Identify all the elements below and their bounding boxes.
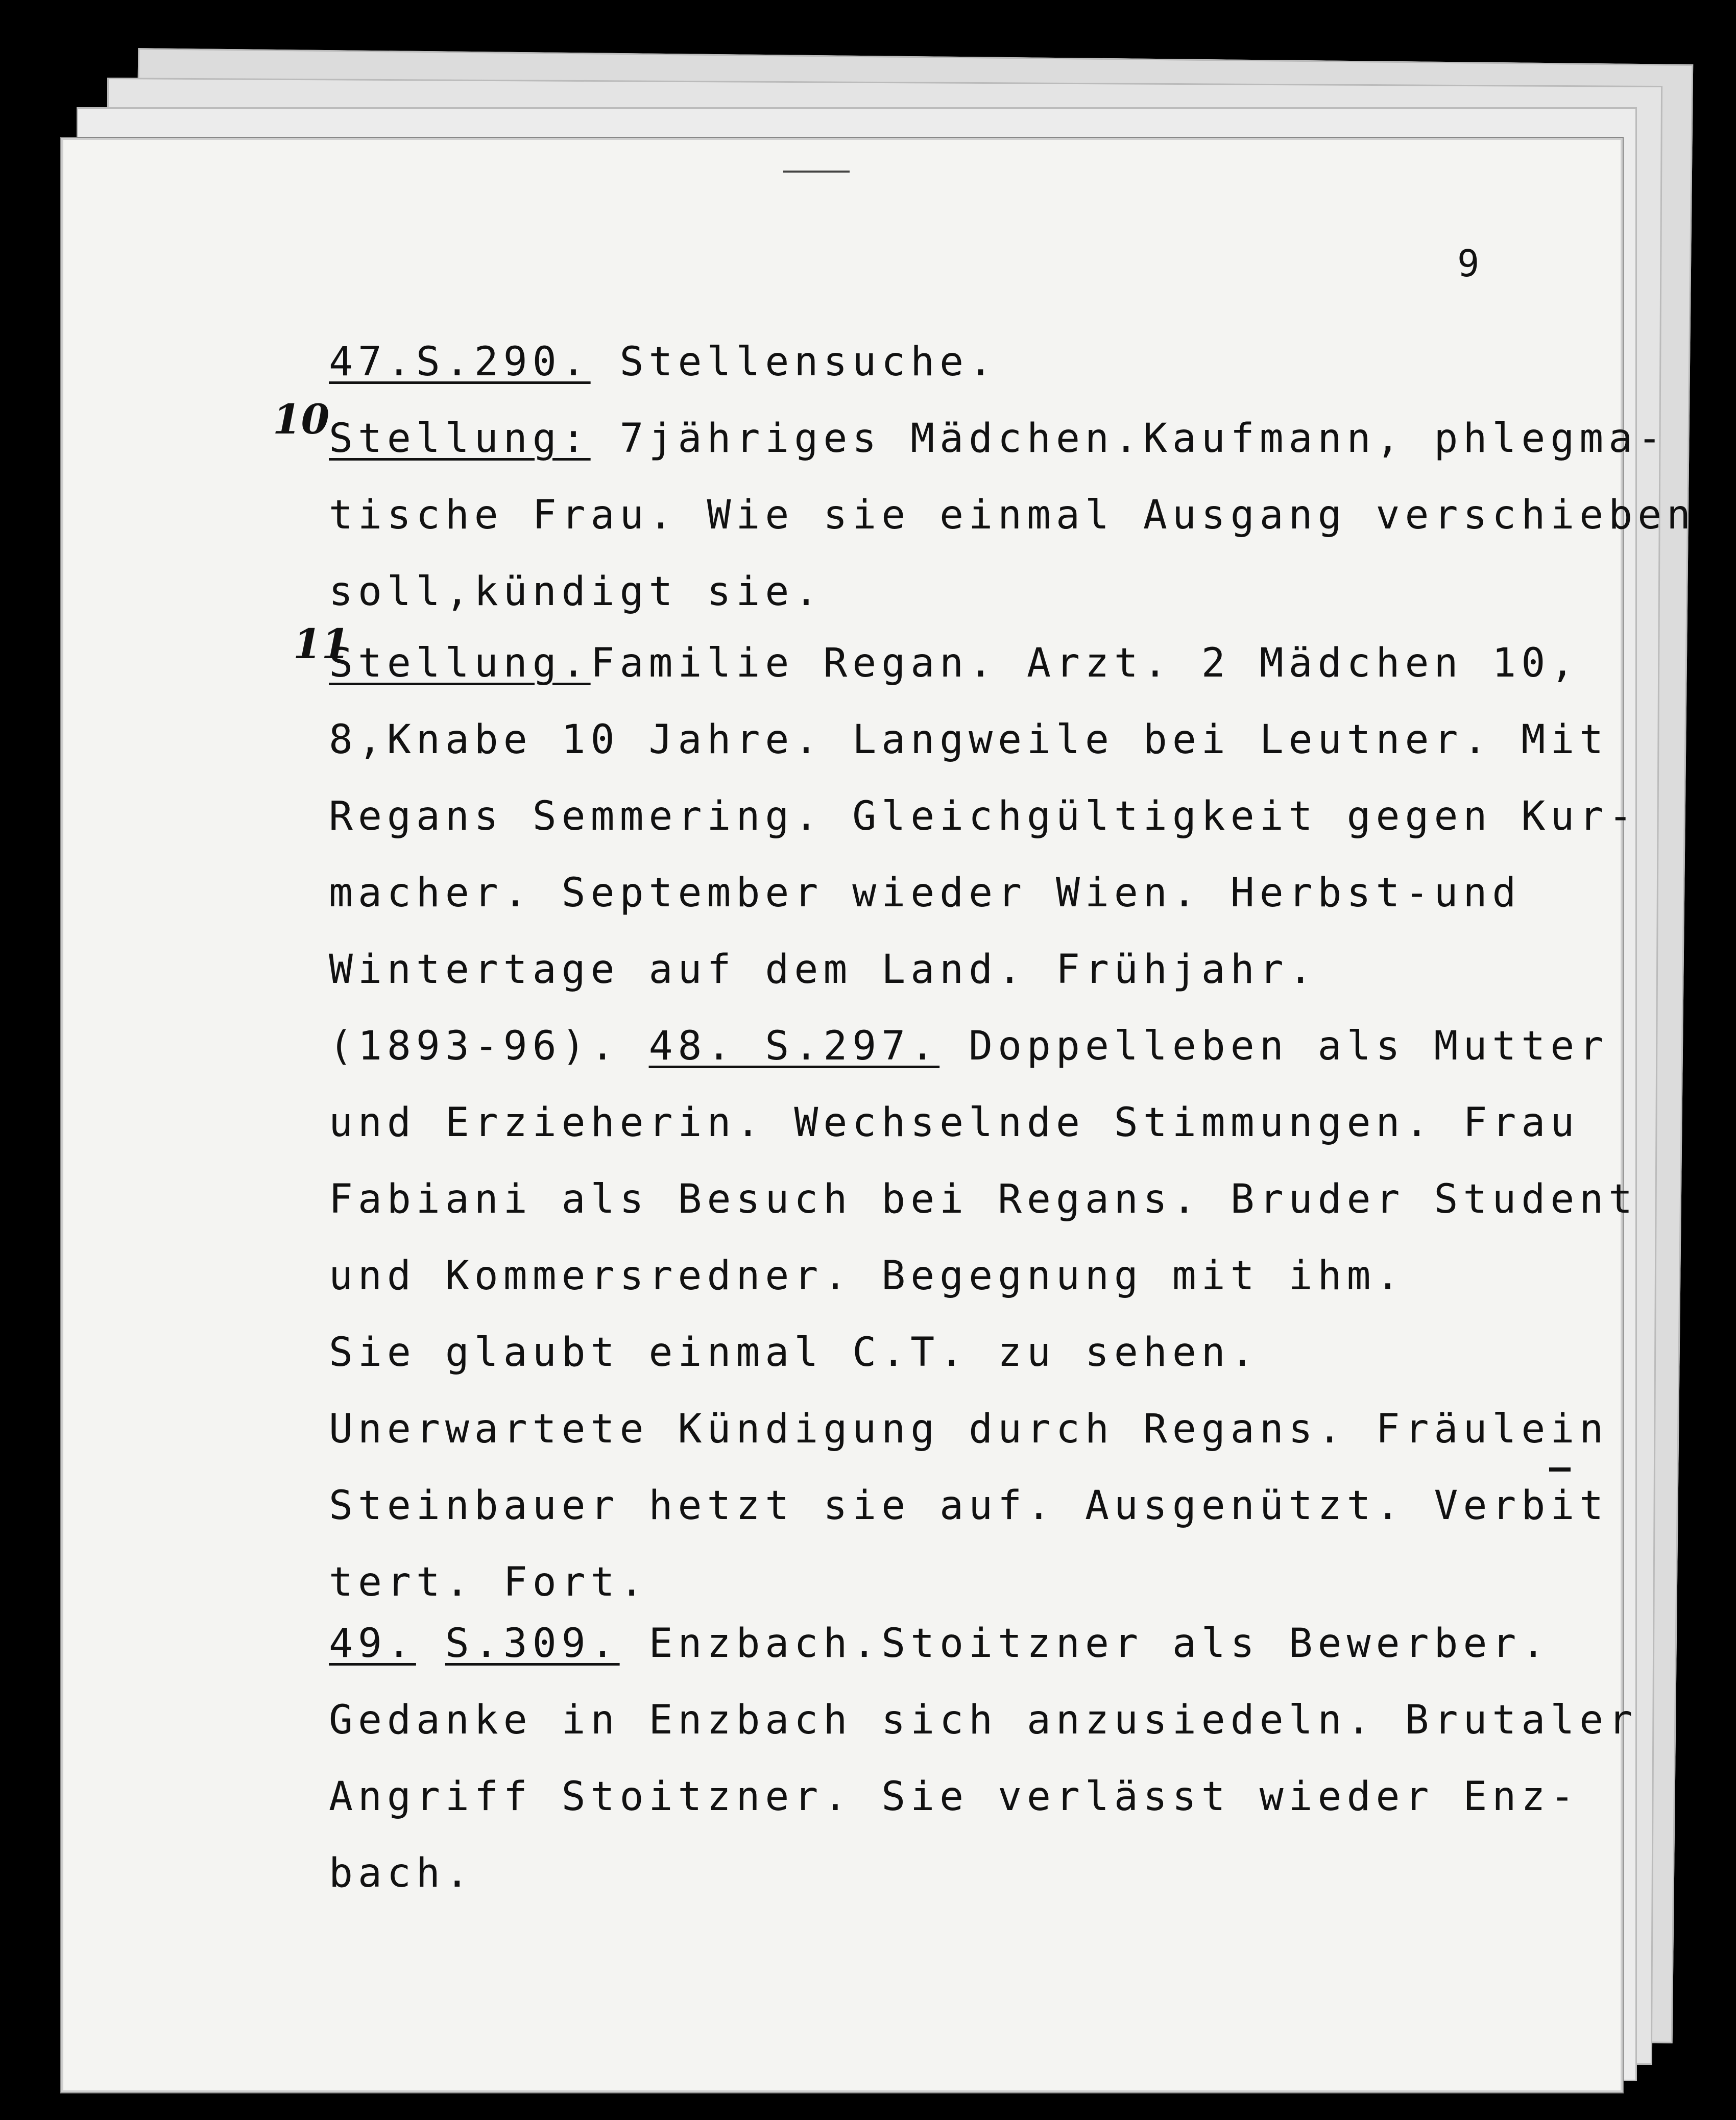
entry-47 [329, 324, 1696, 630]
page-top-mark [783, 171, 850, 173]
underlined-reference: 47.S.290. [329, 339, 591, 385]
text-segment: macher. September wieder Wien. Herbst-und [329, 870, 1522, 916]
text-line [329, 1467, 1609, 1544]
text-line [329, 1085, 1605, 1161]
text-segment: tert. Fort. [329, 1559, 649, 1605]
text-line [329, 855, 1605, 931]
text-segment: Angriff Stoitzner. Sie verlässt wieder Enz- [329, 1774, 1580, 1820]
text-segment: Fabiani als Besuch bei Regans. Bruder Student [329, 1176, 1638, 1222]
margin-note: 11 [293, 620, 350, 668]
text-segment: Stellensuche. [590, 339, 998, 385]
text-segment [416, 1621, 445, 1667]
text-line [329, 1682, 1638, 1758]
text-segment: Sie glaubt einmal C.T. zu sehen. [329, 1330, 1260, 1376]
text-line [329, 553, 1605, 630]
text-line [329, 1391, 1609, 1467]
margin-note: 10 [273, 395, 330, 443]
text-line [329, 1314, 1605, 1391]
text-line [329, 1758, 1605, 1835]
text-segment: Steinbauer hetzt sie auf. Ausgenützt. Verbit [329, 1483, 1609, 1529]
underlined-reference: S.309. [445, 1621, 620, 1667]
text-segment: 7jähriges Mädchen.Kaufmann, phlegma- [590, 416, 1667, 462]
text-line [329, 324, 1605, 400]
text-line [329, 1835, 1605, 1912]
text-segment: und Kommersredner. Begegnung mit ihm. [329, 1253, 1405, 1299]
underlined-reference: Stellung. [329, 640, 591, 686]
entry-49 [329, 1605, 1638, 1912]
page-number: 9 [1457, 242, 1480, 285]
text-line [329, 477, 1696, 553]
text-segment: 8,Knabe 10 Jahre. Langweile bei Leutner. Mit [329, 717, 1609, 763]
underlined-reference: 48. S.297. [648, 1023, 940, 1069]
text-segment: Doppelleben als Mutter [939, 1023, 1609, 1069]
text-line [329, 702, 1609, 778]
text-segment: (1893-96). [329, 1023, 649, 1069]
text-segment: bach. [329, 1850, 474, 1896]
text-line [329, 931, 1605, 1008]
text-line [329, 1605, 1605, 1682]
entry-48 [329, 625, 1638, 1621]
text-segment: Regans Semmering. Gleichgültigkeit gegen Kur- [329, 793, 1638, 839]
text-segment: Enzbach.Stoitzner als Bewerber. [619, 1621, 1551, 1667]
text-segment: Gedanke in Enzbach sich anzusiedeln. Brutaler [329, 1697, 1638, 1743]
text-line [329, 1008, 1609, 1085]
text-line [329, 1238, 1605, 1314]
underlined-reference: 49. [329, 1621, 416, 1667]
text-segment: tische Frau. Wie sie einmal Ausgang verschieben [329, 492, 1696, 538]
text-line [329, 778, 1638, 855]
text-line [329, 625, 1605, 702]
text-segment: Familie Regan. Arzt. 2 Mädchen 10, [590, 640, 1580, 686]
typewritten-page [61, 138, 1696, 2092]
text-segment: und Erzieherin. Wechselnde Stimmungen. Frau [329, 1100, 1580, 1146]
text-segment: Wintertage auf dem Land. Frühjahr. [329, 947, 1318, 993]
text-line [329, 400, 1667, 477]
text-segment: soll,kündigt sie. [329, 569, 824, 615]
text-line [329, 1161, 1638, 1238]
underlined-reference: Stellung: [329, 416, 591, 462]
text-segment: Unerwartete Kündigung durch Regans. Fräulein [329, 1406, 1609, 1452]
